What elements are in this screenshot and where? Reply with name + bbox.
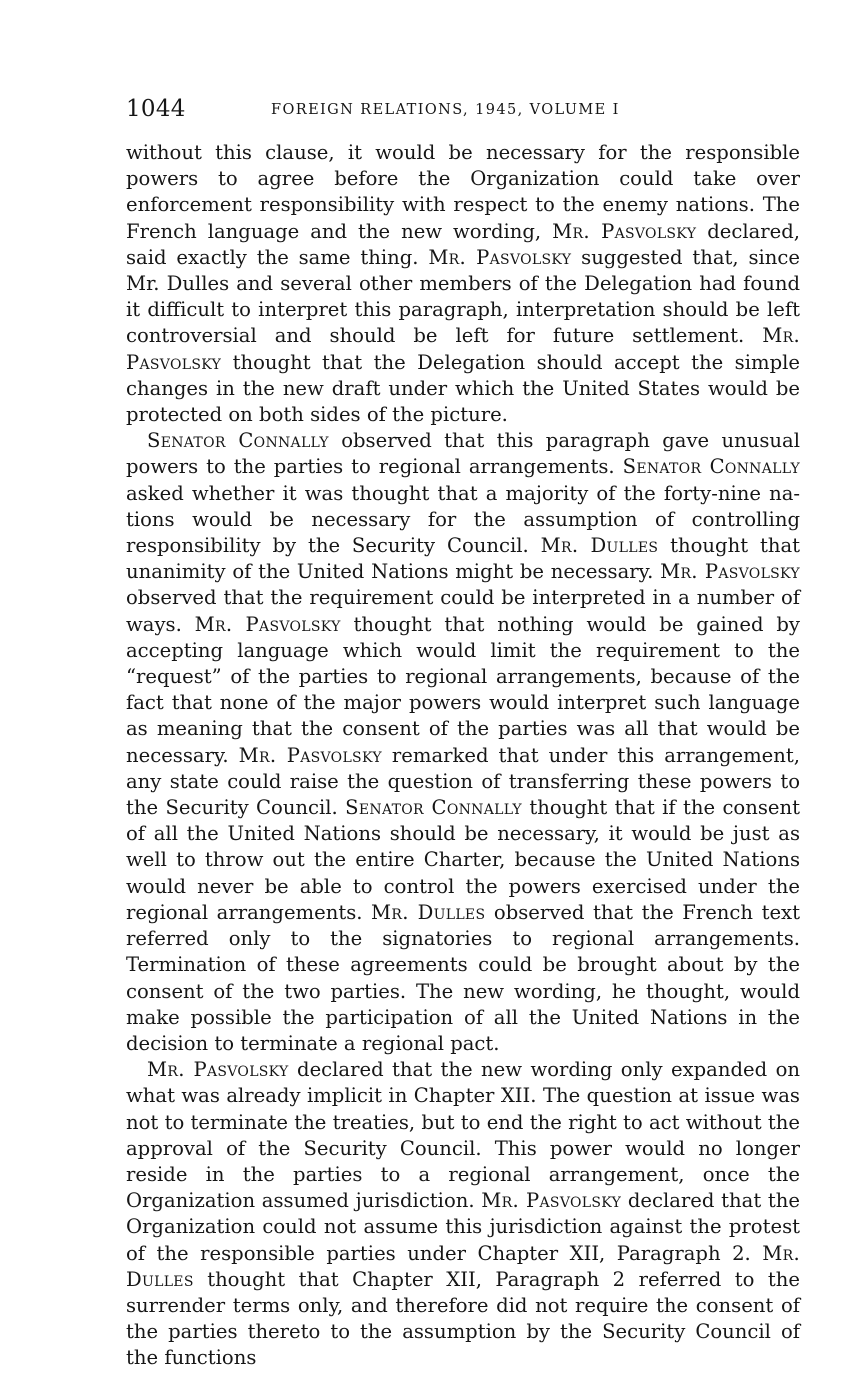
text-run: observed that the French text referred only to the signatories to regional arrangements. Termination of these agreements could be brought about by the consent of the two parties. The new wording, he thought, would make possible the participation of all the United Nations in the decision to terminate a regional pact. bbox=[126, 900, 800, 1055]
speaker-name: Mr. Pasvolsky bbox=[126, 324, 800, 374]
text-run: observed that the requirement could be interpreted in a number of ways. bbox=[126, 586, 800, 636]
text-run: asked whether it was thought that a majority of the forty-nine nations would be necessary for the assumption of controlling responsibility by the Security Council. bbox=[126, 481, 800, 558]
speaker-name: Senator Connally bbox=[622, 455, 800, 479]
speaker-name: Mr. Pasvolsky bbox=[481, 1189, 622, 1213]
running-title: FOREIGN RELATIONS, 1945, VOLUME I bbox=[271, 102, 620, 118]
speaker-name: Mr. Pasvolsky bbox=[552, 219, 697, 243]
body-paragraph bbox=[126, 428, 800, 1057]
text-run: declared, said exactly the same thing. bbox=[126, 219, 800, 269]
text-run: thought that the Delegation should accept the simple changes in the new draft under which the United States would be protected on both sides of the picture. bbox=[126, 350, 800, 427]
body-paragraph bbox=[126, 1057, 800, 1371]
text-run: remarked that under this arrangement, any state could raise the question of transferring these powers to the Security Council. bbox=[126, 743, 800, 820]
text-run: thought that nothing would be gained by accepting language which would limit the requirement to the “request” of the parties to regional arrangements, because of the fact that none of the major powers would interpret such language as meaning that the consent of the parties was all that would be necessary. bbox=[126, 612, 800, 767]
speaker-name: Mr. Pasvolsky bbox=[428, 245, 572, 269]
speaker-name: Mr. Pasvolsky bbox=[147, 1058, 289, 1082]
text-run: suggested that, since Mr. Dulles and several other members of the Delegation had found it difficult to interpret this paragraph, interpretation should be left controversial and should be left for future settlement. bbox=[126, 245, 800, 348]
speaker-name: Mr. Pasvolsky bbox=[660, 560, 800, 584]
text-run: declared that the new wording only expanded on what was already implicit in Chapter XII. The question at issue was not to terminate the treaties, but to end the right to act without the approval of the Security Council. This power would no longer reside in the parties to a regional arrangement, once the Organization assumed jurisdiction. bbox=[126, 1058, 800, 1213]
text-run: without this clause, it would be necessary for the responsible powers to agree before the Organization could take over enforcement responsibility with respect to the enemy nations. The French language and the new wording, bbox=[126, 141, 800, 243]
running-head bbox=[126, 96, 800, 126]
text-run: thought that unanimity of the United Nations might be necessary. bbox=[126, 534, 800, 584]
body-text bbox=[126, 140, 800, 1372]
text-run: thought that if the consent of all the United Nations should be necessary, it would be just as well to throw out the entire Charter, because the United Nations would never be able to control the powers exercised under the regional arrangements. bbox=[126, 796, 800, 924]
speaker-name: Mr. Dulles bbox=[540, 534, 659, 558]
speaker-name: Mr. Dulles bbox=[126, 1241, 800, 1291]
text-run: observed that this paragraph gave unusual powers to the parties to regional arrangements. bbox=[126, 429, 800, 479]
body-paragraph bbox=[126, 140, 800, 428]
speaker-name: Senator Connally bbox=[147, 429, 329, 453]
speaker-name: Mr. Pasvolsky bbox=[238, 743, 382, 767]
speaker-name: Senator Connally bbox=[345, 796, 522, 820]
speaker-name: Mr. Dulles bbox=[371, 900, 486, 924]
page-number: 1044 bbox=[126, 96, 186, 122]
text-run: thought that Chapter XII, Paragraph 2 referred to the surrender terms only, and therefore did not require the consent of the parties thereto to the assumption by the Security Council of the functions bbox=[126, 1267, 800, 1370]
document-page bbox=[126, 96, 800, 1372]
speaker-name: Mr. Pasvolsky bbox=[194, 612, 341, 636]
text-run: declared that the Organization could not assume this jurisdiction against the protest of the responsible parties under Chapter XII, Paragraph 2. bbox=[126, 1189, 800, 1265]
